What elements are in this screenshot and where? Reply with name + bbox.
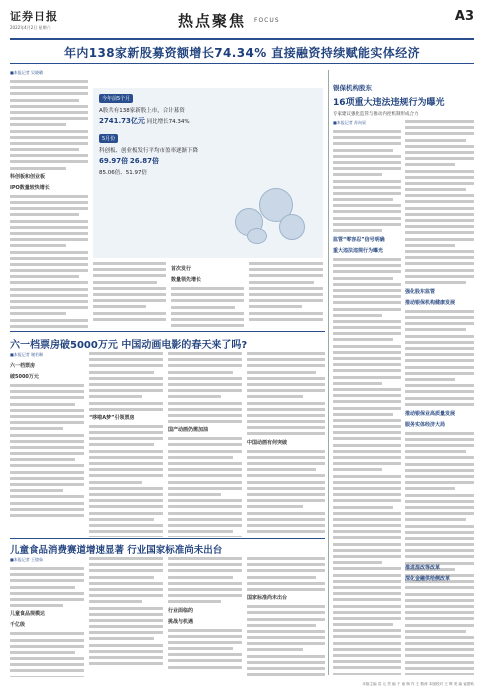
infographic-line-2: 科创板、创业板发行平均市盈率逐渐下降 — [99, 148, 199, 154]
main-article-col-4 — [249, 262, 323, 328]
third-article-col-1 — [10, 557, 84, 677]
infographic-line-1: A股共有138家新股上市，合计募资 — [99, 108, 185, 114]
second-article-col-2 — [89, 352, 163, 537]
third-subhead-4: 挑战与机遇 — [168, 618, 194, 625]
right-subhead-5: 推动银保业高质量发展 — [405, 410, 456, 417]
right-article-title — [333, 83, 473, 117]
infographic-amount: 2741.73亿元 — [99, 117, 145, 125]
masthead — [10, 8, 474, 38]
second-subhead-5: 中国动画有何突破 — [247, 439, 288, 446]
third-article-col-2 — [89, 557, 163, 677]
second-subhead-4: 国产动画仍需加油 — [168, 427, 209, 434]
right-big-title: 16项重大违法违规行为曝光 — [333, 98, 445, 108]
page-number: A3 — [454, 9, 474, 24]
right-subtitle: 专家建议强化监管与推动内控机制形成合力 — [333, 112, 419, 117]
right-article-col-2 — [405, 120, 474, 675]
infographic-tag-month: 5月份 — [99, 134, 118, 143]
third-subhead-2: 千亿级 — [10, 622, 26, 629]
headline-divider — [10, 63, 474, 64]
third-byline: ■本报记者 王镜茹 — [10, 557, 44, 562]
right-article-col-1 — [333, 120, 401, 675]
right-bottom-subhead-1: 推进混改等改革 — [405, 565, 441, 571]
third-subhead-3: 行业面临的 — [168, 607, 194, 614]
third-subhead-5: 国家标准尚未出台 — [247, 595, 288, 602]
masthead-rule — [10, 38, 474, 40]
column-divider — [328, 70, 329, 675]
coin-illustration — [233, 178, 313, 248]
section-title: 热点聚焦 — [178, 12, 247, 30]
ipo-infographic — [93, 88, 323, 258]
second-subhead-3: “哆啦A梦”引领票房 — [89, 414, 135, 421]
second-subhead-1: 六一档票房 — [10, 363, 36, 369]
infographic-tag-period: 今年前5个月 — [99, 94, 133, 103]
main-subhead-2: IPO数量较快增长 — [10, 184, 50, 191]
main-article-col-2 — [93, 262, 166, 328]
page-footer: 本版主编 袁 元 责 编 于 南 制 作 王 敬涛 本版校对 王 辉 美 编 崔建岐 — [362, 682, 474, 686]
second-article-col-3 — [168, 352, 242, 537]
main-headline: 年内138家新股募资额增长74.34% 直接融资持续赋能实体经济 — [63, 46, 420, 60]
right-subhead-4: 推动银保机构健康发展 — [405, 299, 456, 306]
third-article-col-4 — [247, 557, 325, 677]
main-article-col-3 — [171, 262, 244, 328]
right-subhead-2: 重大违法违规行为曝光 — [333, 248, 384, 254]
second-byline: ■本报记者 谢若琳 — [10, 352, 44, 357]
second-article-col-4 — [247, 352, 325, 537]
second-article-col-1 — [10, 352, 84, 537]
right-subhead-1: 监管“零容忍”信号明确 — [333, 237, 385, 243]
third-article-col-3 — [168, 557, 242, 677]
infographic-amount-row — [99, 116, 190, 126]
section-title-en: FOCUS — [254, 17, 280, 24]
issue-date: 2022年4月2日 星期六 — [10, 25, 51, 30]
second-subhead-2: 破5000万元 — [10, 374, 39, 380]
right-byline: ■本报记者 苏向杲 — [333, 120, 367, 125]
third-headline: 儿童食品消费赛道增速显著 行业国家标准尚未出台 — [10, 545, 223, 556]
main-byline: ■本报记者 吴晓璐 — [10, 70, 44, 75]
infographic-pe-2: 26.87倍 — [129, 157, 160, 165]
right-bottom-subhead-2: 深化金融供给侧改革 — [405, 576, 451, 582]
second-article-divider — [10, 331, 325, 332]
third-subhead-1: 儿童食品规模达 — [10, 611, 46, 618]
second-headline: 六一档票房破5000万元 中国动画电影的春天来了吗? — [10, 340, 248, 351]
right-bottom-box-1 — [405, 560, 474, 586]
main-subhead-3: 首次发行 — [171, 266, 192, 272]
third-article-divider — [10, 538, 325, 539]
main-subhead-1: 科创板和创业板 — [10, 173, 46, 180]
newspaper-logo: 证券日报 — [10, 10, 58, 23]
infographic-pe-1: 69.97倍 — [99, 157, 129, 165]
infographic-pe-3: 85.06倍、51.97倍 — [99, 170, 147, 176]
main-subhead-4: 数量领先增长 — [171, 277, 202, 283]
main-article-col-1 — [10, 70, 88, 328]
infographic-pe-row — [99, 156, 159, 166]
right-subhead-6: 服务实体经济大局 — [405, 421, 446, 428]
right-subhead-3: 强化股东监管 — [405, 288, 436, 295]
infographic-growth: 同比增长74.34% — [146, 119, 190, 125]
right-small-title: 银保机构股东 — [333, 84, 372, 92]
